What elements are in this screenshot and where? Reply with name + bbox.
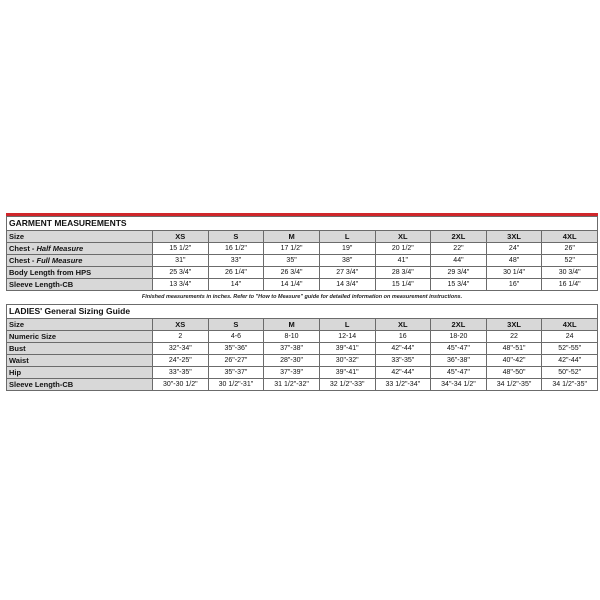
size-header-cell: 3XL xyxy=(486,231,542,243)
value-cell: 52" xyxy=(542,255,598,267)
row-label-cell xyxy=(7,331,153,343)
row-label-cell xyxy=(7,379,153,391)
value-cell: 26 1/4" xyxy=(208,267,264,279)
value-cell: 28 3/4" xyxy=(375,267,431,279)
value-cell: 33 1/2"-34" xyxy=(375,379,431,391)
value-cell: 15 1/2" xyxy=(153,243,209,255)
value-cell: 42"-44" xyxy=(375,343,431,355)
size-header-cell: XL xyxy=(375,231,431,243)
value-cell: 30"-30 1/2" xyxy=(153,379,209,391)
value-cell: 34"-34 1/2" xyxy=(431,379,487,391)
value-cell: 45"-47" xyxy=(431,367,487,379)
size-header-cell: M xyxy=(264,319,320,331)
ladies-sizing-table xyxy=(6,318,598,391)
size-chart xyxy=(6,213,598,391)
value-cell: 2 xyxy=(153,331,209,343)
value-cell: 48" xyxy=(486,255,542,267)
value-cell: 42"-44" xyxy=(542,355,598,367)
size-header-cell: 2XL xyxy=(431,319,487,331)
value-cell: 31" xyxy=(153,255,209,267)
header-label-cell: Size xyxy=(7,231,153,243)
size-header-cell: M xyxy=(264,231,320,243)
row-label-cell xyxy=(7,355,153,367)
value-cell: 29 3/4" xyxy=(431,267,487,279)
value-cell: 16 xyxy=(375,331,431,343)
value-cell: 25 3/4" xyxy=(153,267,209,279)
value-cell: 24"-25" xyxy=(153,355,209,367)
value-cell: 36"-38" xyxy=(431,355,487,367)
header-row xyxy=(7,231,598,243)
value-cell: 19" xyxy=(319,243,375,255)
value-cell: 24" xyxy=(486,243,542,255)
table-row xyxy=(7,331,598,343)
value-cell: 32 1/2"-33" xyxy=(319,379,375,391)
ladies-table-title: LADIES' General Sizing Guide xyxy=(6,304,598,318)
header-row xyxy=(7,319,598,331)
value-cell: 22 xyxy=(486,331,542,343)
value-cell: 26" xyxy=(542,243,598,255)
value-cell: 14 1/4" xyxy=(264,279,320,291)
size-header-cell: 4XL xyxy=(542,231,598,243)
size-header-cell: 3XL xyxy=(486,319,542,331)
size-header-cell: 4XL xyxy=(542,319,598,331)
value-cell: 26 3/4" xyxy=(264,267,320,279)
size-header-cell: L xyxy=(319,319,375,331)
table-row xyxy=(7,379,598,391)
garment-measurements-table xyxy=(6,230,598,291)
value-cell: 48"-51" xyxy=(486,343,542,355)
row-label-text: Body Length from HPS xyxy=(9,267,92,277)
value-cell: 18-20 xyxy=(431,331,487,343)
value-cell: 45"-47" xyxy=(431,343,487,355)
value-cell: 26"-27" xyxy=(208,355,264,367)
row-label-text: Numeric Size xyxy=(9,331,57,341)
value-cell: 33"-35" xyxy=(375,355,431,367)
table-row xyxy=(7,243,598,255)
table-row xyxy=(7,279,598,291)
value-cell: 22" xyxy=(431,243,487,255)
header-label-cell: Size xyxy=(7,319,153,331)
size-header-cell: S xyxy=(208,319,264,331)
value-cell: 14 3/4" xyxy=(319,279,375,291)
value-cell: 39"-41" xyxy=(319,343,375,355)
value-cell: 28"-30" xyxy=(264,355,320,367)
row-label-text: Waist xyxy=(9,355,29,365)
value-cell: 35" xyxy=(264,255,320,267)
value-cell: 37"-38" xyxy=(264,343,320,355)
row-label-text: Chest - xyxy=(9,243,37,253)
size-header-cell: XS xyxy=(153,231,209,243)
row-label-cell xyxy=(7,255,153,267)
value-cell: 42"-44" xyxy=(375,367,431,379)
row-label-cell xyxy=(7,279,153,291)
garment-table-title: GARMENT MEASUREMENTS xyxy=(6,216,598,230)
value-cell: 38" xyxy=(319,255,375,267)
size-header-cell: L xyxy=(319,231,375,243)
value-cell: 8-10 xyxy=(264,331,320,343)
row-label-text: Chest - xyxy=(9,255,37,265)
value-cell: 34 1/2"-35" xyxy=(486,379,542,391)
value-cell: 13 3/4" xyxy=(153,279,209,291)
value-cell: 14" xyxy=(208,279,264,291)
row-label-text: Sleeve Length-CB xyxy=(9,379,74,389)
value-cell: 41" xyxy=(375,255,431,267)
value-cell: 4-6 xyxy=(208,331,264,343)
row-label-emphasis: Full Measure xyxy=(36,255,83,265)
value-cell: 37"-39" xyxy=(264,367,320,379)
value-cell: 48"-50" xyxy=(486,367,542,379)
table-row xyxy=(7,355,598,367)
value-cell: 32"-34" xyxy=(153,343,209,355)
value-cell: 16" xyxy=(486,279,542,291)
value-cell: 20 1/2" xyxy=(375,243,431,255)
value-cell: 24 xyxy=(542,331,598,343)
row-label-text: Sleeve Length-CB xyxy=(9,279,74,289)
value-cell: 31 1/2"-32" xyxy=(264,379,320,391)
value-cell: 15 3/4" xyxy=(431,279,487,291)
value-cell: 12-14 xyxy=(319,331,375,343)
measurement-note: Finished measurements in inches. Refer to "How to Measure" guide for detailed information on measurement instructions. xyxy=(141,294,463,300)
table-row xyxy=(7,367,598,379)
row-label-text: Hip xyxy=(9,367,22,377)
row-label-emphasis: Half Measure xyxy=(36,243,84,253)
table-row xyxy=(7,343,598,355)
value-cell: 39"-41" xyxy=(319,367,375,379)
row-label-cell xyxy=(7,267,153,279)
value-cell: 16 1/2" xyxy=(208,243,264,255)
value-cell: 27 3/4" xyxy=(319,267,375,279)
size-header-cell: S xyxy=(208,231,264,243)
value-cell: 50"-52" xyxy=(542,367,598,379)
value-cell: 35"-37" xyxy=(208,367,264,379)
value-cell: 15 1/4" xyxy=(375,279,431,291)
value-cell: 17 1/2" xyxy=(264,243,320,255)
row-label-cell xyxy=(7,243,153,255)
value-cell: 30 1/4" xyxy=(486,267,542,279)
size-header-cell: XL xyxy=(375,319,431,331)
value-cell: 44" xyxy=(431,255,487,267)
value-cell: 52"-55" xyxy=(542,343,598,355)
size-header-cell: 2XL xyxy=(431,231,487,243)
value-cell: 30"-32" xyxy=(319,355,375,367)
value-cell: 33" xyxy=(208,255,264,267)
value-cell: 35"-36" xyxy=(208,343,264,355)
table-row xyxy=(7,267,598,279)
size-header-cell: XS xyxy=(153,319,209,331)
row-label-text: Bust xyxy=(9,343,26,353)
value-cell: 16 1/4" xyxy=(542,279,598,291)
row-label-cell xyxy=(7,343,153,355)
value-cell: 34 1/2"-35" xyxy=(542,379,598,391)
row-label-cell xyxy=(7,367,153,379)
table-row xyxy=(7,255,598,267)
value-cell: 30 3/4" xyxy=(542,267,598,279)
value-cell: 30 1/2"-31" xyxy=(208,379,264,391)
value-cell: 33"-35" xyxy=(153,367,209,379)
value-cell: 40"-42" xyxy=(486,355,542,367)
